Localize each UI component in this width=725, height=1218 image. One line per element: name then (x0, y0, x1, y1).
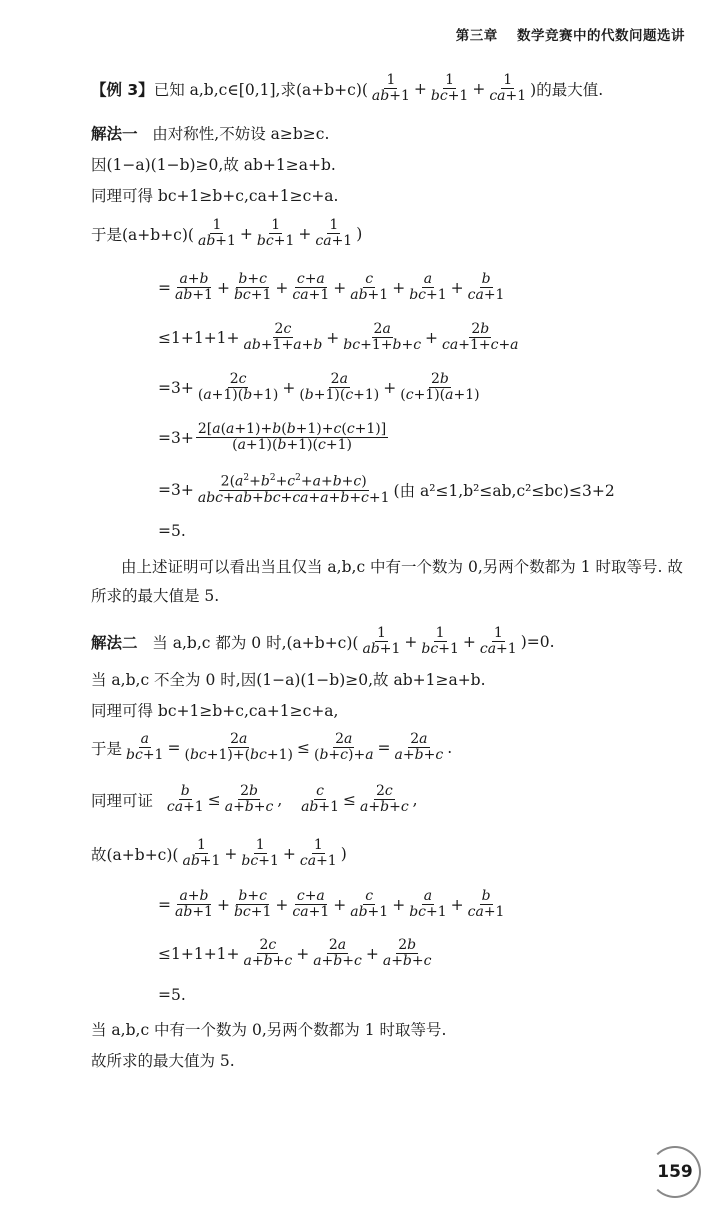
fraction: $\frac{1}{ca+1}$ (299, 837, 337, 870)
line4-suffix: ) (356, 224, 363, 243)
fraction: $\frac{b}{ca+1}$ (467, 271, 505, 304)
method2-step3: =5. (158, 986, 186, 1004)
fraction: $\frac{1}{ab+1}$ (182, 837, 221, 870)
fraction: $\frac{a}{bc+1}$ (409, 271, 447, 304)
fraction: $\frac{a+b}{ab+1}$ (175, 888, 213, 921)
step-tail: (由 a²≤1,b²≤ab,c²≤bc)≤3+2 (393, 482, 615, 501)
method2-line6: 故(a+b+c)( $\frac{1}{ab+1}$ + $\frac{1}{bc+1}$ + $\frac{1}{ca+1}$ ) (91, 837, 347, 870)
fraction: $\frac{1}{bc+1}$ (421, 625, 459, 658)
fraction: $\frac{1}{bc+1}$ (430, 72, 469, 105)
method1-text: 由对称性,不妨设 a≥b≥c. (152, 125, 330, 143)
line1-suffix: )=0. (520, 632, 555, 651)
method1-conclusion (91, 553, 691, 611)
fraction: $\frac{2a}{(b+1)(c+1)}$ (299, 371, 380, 404)
fraction: $\frac{1}{ab+1}$ (371, 72, 410, 105)
fraction: $\frac{c+a}{ca+1}$ (292, 888, 330, 921)
fraction: $\frac{a}{bc+1}$ (126, 731, 164, 764)
line6-prefix: 故(a+b+c)( (91, 845, 179, 864)
example-statement: 【例 3】 已知 a,b,c∈[0,1],求(a+b+c)( $\frac{1}{ab+1}$ + $\frac{1}{bc+1}$ + $\frac{1}{ca+1}$ )的最大值. (91, 72, 604, 105)
fraction: $\frac{1}{bc+1}$ (256, 217, 295, 250)
method1-line1 (91, 122, 329, 144)
line1-prefix: 当 a,b,c 都为 0 时,(a+b+c)( (152, 633, 359, 652)
fraction: $\frac{2b}{a+b+c}$ (224, 783, 274, 816)
fraction: $\frac{2c}{a+b+c}$ (360, 783, 409, 816)
fraction: $\frac{1}{bc+1}$ (241, 837, 279, 870)
step-prefix: =3+ (158, 481, 194, 500)
fraction: $\frac{2a}{(b+c)+a}$ (313, 731, 374, 764)
fraction: $\frac{a}{bc+1}$ (409, 888, 447, 921)
method2-label: 解法二 (91, 633, 138, 652)
fraction: $\frac{c}{ab+1}$ (301, 783, 340, 816)
method2-line5: 同理可证 $\frac{b}{ca+1}$ ≤ $\frac{2b}{a+b+c}$ , $\frac{c}{ab+1}$ ≤ $\frac{2c}{a+b+c}$ , (91, 783, 418, 816)
equals-sign: = (158, 278, 171, 297)
method2-step2: ≤1+1+1+ $\frac{2c}{a+b+c}$ + $\frac{2a}{a+b+c}$ + $\frac{2b}{a+b+c}$ (158, 937, 432, 970)
method1-line2: 因(1−a)(1−b)≥0,故 ab+1≥a+b. (91, 156, 336, 174)
fraction: $\frac{2c}{(a+1)(b+1)}$ (197, 371, 279, 404)
step-prefix: =3+ (158, 378, 194, 397)
page-number: 159 (649, 1146, 701, 1198)
fraction: $\frac{1}{ca+1}$ (479, 625, 517, 658)
fraction: $\frac{1}{ab+1}$ (362, 625, 401, 658)
fraction: $\frac{c}{ab+1}$ (350, 271, 389, 304)
method1-step1: = $\frac{a+b}{ab+1}$ + $\frac{b+c}{bc+1}$ + $\frac{c+a}{ca+1}$ + $\frac{c}{ab+1}$ + $\frac{a}{bc+1}$ + $\frac{b}{ca+1}$ (158, 271, 505, 304)
method2-line2: 当 a,b,c 不全为 0 时,因(1−a)(1−b)≥0,故 ab+1≥a+b. (91, 671, 486, 689)
conclusion-text: 由上述证明可以看出当且仅当 a,b,c 中有一个数为 0,另两个数都为 1 时取等号. 故所求的最大值是 5. (91, 558, 683, 605)
fraction: $\frac{2a}{a+b+c}$ (313, 937, 362, 970)
line4-prefix: 于是(a+b+c)( (91, 225, 194, 244)
fraction: $\frac{2(a^2+b^2+c^2+a+b+c)}{\text{abc+ab+bc+ca+a+b+c+1}}$ (197, 473, 390, 507)
fraction: $\frac{b}{ca+1}$ (467, 888, 505, 921)
method1-label: 解法一 (91, 125, 138, 143)
method1-line4: 于是(a+b+c)( $\frac{1}{ab+1}$ + $\frac{1}{bc+1}$ + $\frac{1}{ca+1}$ ) (91, 217, 363, 250)
fraction: $\frac{a+b}{ab+1}$ (175, 271, 213, 304)
statement-suffix: )的最大值. (530, 80, 604, 99)
method2-line4: 于是 $\frac{a}{bc+1}$ = $\frac{2a}{(bc+1)+(bc+1)}$ ≤ $\frac{2a}{(b+c)+a}$ = $\frac{2a}{a+b+c}$ . (91, 731, 453, 764)
fraction: $\frac{1}{ca+1}$ (489, 72, 527, 105)
running-header (442, 24, 685, 44)
fraction: $\frac{2a}{a+b+c}$ (394, 731, 444, 764)
method2-end1: 当 a,b,c 中有一个数为 0,另两个数都为 1 时取等号. (91, 1021, 447, 1039)
equals-sign: = (158, 895, 171, 914)
fraction: $\frac{2[a(a+1)+b(b+1)+c(c+1)]}{(a+1)(b+1)(c+1)}$ (197, 421, 387, 454)
fraction: $\frac{b}{ca+1}$ (166, 783, 204, 816)
line4-prefix: 于是 (91, 739, 123, 758)
method1-line3: 同理可得 bc+1≥b+c,ca+1≥c+a. (91, 187, 339, 205)
fraction: $\frac{2a}{(bc+1)+(bc+1)}$ (184, 731, 293, 764)
fraction: $\frac{c}{ab+1}$ (350, 888, 389, 921)
method2-line1: 解法二 当 a,b,c 都为 0 时,(a+b+c)( $\frac{1}{ab+1}$ + $\frac{1}{bc+1}$ + $\frac{1}{ca+1}$ )=0. (91, 625, 555, 658)
fraction: $\frac{1}{ca+1}$ (315, 217, 353, 250)
method1-step6: =5. (158, 522, 186, 540)
method2-end2: 故所求的最大值为 5. (91, 1052, 235, 1070)
step-prefix: =3+ (158, 428, 194, 447)
method1-step5 (158, 474, 615, 506)
example-label: 【例 3】 (91, 80, 154, 99)
fraction: $\frac{1}{ab+1}$ (197, 217, 236, 250)
chapter-label: 第三章 (455, 28, 498, 44)
fraction: $\frac{b+c}{bc+1}$ (233, 271, 272, 304)
method1-step3: =3+ $\frac{2c}{(a+1)(b+1)}$ + $\frac{2a}{(b+1)(c+1)}$ + $\frac{2b}{(c+1)(a+1)}$ (158, 371, 480, 404)
fraction: $\frac{c+a}{ca+1}$ (292, 271, 330, 304)
step-prefix: ≤1+1+1+ (158, 944, 240, 963)
step-prefix: ≤1+1+1+ (158, 328, 240, 347)
fraction: $\frac{2b}{(c+1)(a+1)}$ (400, 371, 480, 404)
fraction: $\frac{2b}{ca+1+c+a}$ (442, 321, 519, 354)
chapter-title: 数学竞赛中的代数问题选讲 (517, 28, 685, 44)
fraction: $\frac{2c}{a+b+c}$ (243, 937, 293, 970)
method1-step2: ≤1+1+1+ $\frac{2c}{ab+1+a+b}$ + $\frac{2a}{bc+1+b+c}$ + $\frac{2b}{ca+1+c+a}$ (158, 321, 519, 354)
method2-step1: = $\frac{a+b}{ab+1}$ + $\frac{b+c}{bc+1}$ + $\frac{c+a}{ca+1}$ + $\frac{c}{ab+1}$ + $\frac{a}{bc+1}$ + $\frac{b}{ca+1}$ (158, 888, 505, 921)
fraction: $\frac{2b}{a+b+c}$ (382, 937, 432, 970)
method1-step4 (158, 422, 390, 454)
fraction: $\frac{2a}{bc+1+b+c}$ (343, 321, 422, 354)
line5-prefix: 同理可证 (91, 791, 154, 810)
fraction: $\frac{2c}{ab+1+a+b}$ (243, 321, 323, 354)
method2-line3: 同理可得 bc+1≥b+c,ca+1≥c+a, (91, 702, 339, 720)
fraction: $\frac{b+c}{bc+1}$ (233, 888, 272, 921)
statement-prefix: 已知 a,b,c∈[0,1],求(a+b+c)( (153, 80, 368, 99)
